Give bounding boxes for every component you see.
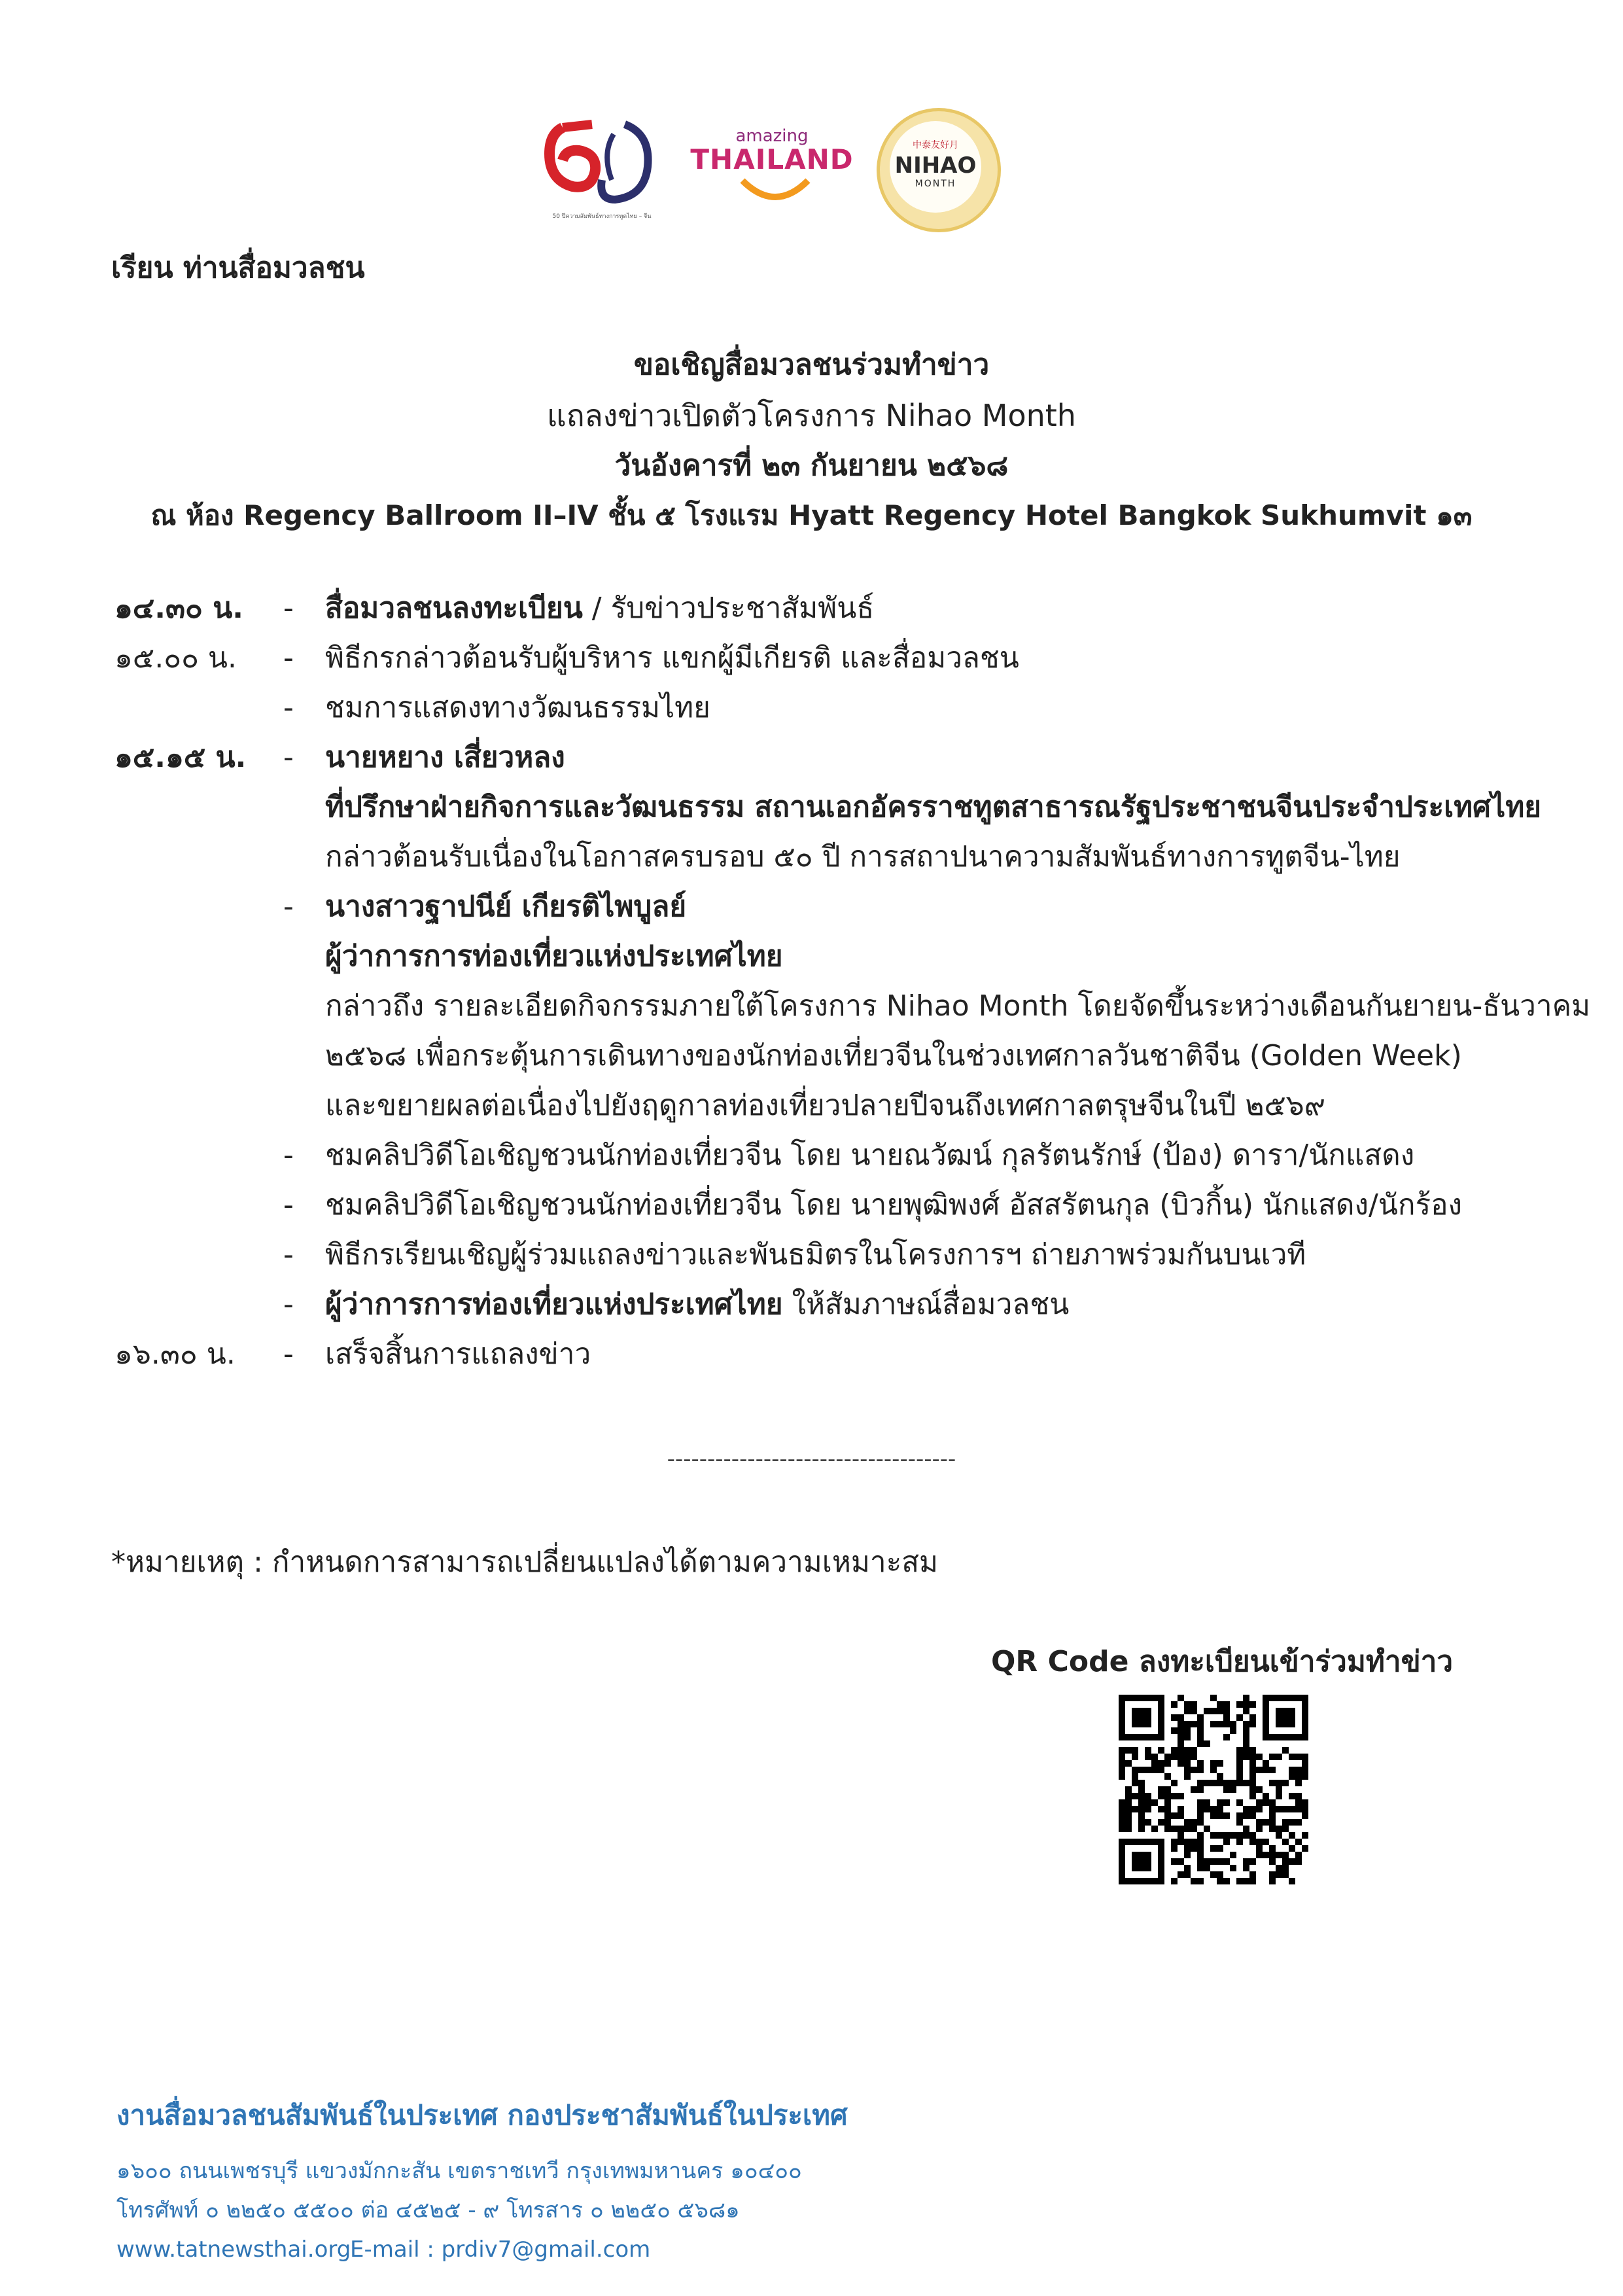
qr-code-icon[interactable] xyxy=(1119,1695,1308,1884)
registration-label: สื่อมวลชนลงทะเบียน xyxy=(325,592,583,625)
bullet-dash: - xyxy=(283,1288,294,1321)
bullet-dash: - xyxy=(283,890,294,923)
welcome-item: พิธีกรกล่าวต้อนรับผู้บริหาร แขกผู้มีเกียรติ และสื่อมวลชน xyxy=(325,641,1019,675)
amazing-text: amazing xyxy=(735,126,809,146)
photo-session-item: พิธีกรเรียนเชิญผู้ร่วมแถลงข่าวและพันธมิตรในโครงการฯ ถ่ายภาพร่วมกันบนเวที xyxy=(325,1238,1306,1271)
interview-rest: ให้สัมภาษณ์สื่อมวลชน xyxy=(782,1288,1070,1321)
footer-website-link[interactable]: www.tatnewsthai.org xyxy=(116,2236,351,2263)
speaker-2-desc-3: และขยายผลต่อเนื่องไปยังฤดูกาลท่องเที่ยวปลายปีจนถึงเทศกาลตรุษจีนในปี ๒๕๖๙ xyxy=(325,1089,1325,1122)
end-item: เสร็จสิ้นการแถลงข่าว xyxy=(325,1337,591,1371)
note: *หมายเหตุ : กำหนดการสามารถเปลี่ยนแปลงได้ตามความเหมาะสม xyxy=(111,1545,939,1579)
bullet-dash: - xyxy=(283,691,294,724)
speaker-1-desc: กล่าวต้อนรับเนื่องในโอกาสครบรอบ ๕๐ ปี การสถาปนาความสัมพันธ์ทางการทูตจีน-ไทย xyxy=(325,840,1401,874)
speaker-1-name: นายหยาง เสี่ยวหลง xyxy=(325,741,565,774)
registration-rest: / รับข่าวประชาสัมพันธ์ xyxy=(582,592,875,625)
nihao-logo-inner xyxy=(890,121,981,213)
speaker-2-title: ผู้ว่าการการท่องเที่ยวแห่งประเทศไทย xyxy=(325,940,783,973)
time-1430: ๑๔.๓๐ น. xyxy=(114,592,243,625)
interview-item xyxy=(325,1285,1069,1324)
speaker-2-desc-1: กล่าวถึง รายละเอียดกิจกรรมภายใต้โครงการ Nihao Month โดยจัดขึ้นระหว่างเดือนกันยายน-ธันวาคม xyxy=(325,989,1591,1023)
bullet-dash: - xyxy=(283,1238,294,1271)
video-clip-2-item: ชมคลิปวิดีโอเชิญชวนนักท่องเที่ยวจีน โดย นายพุฒิพงศ์ อัสสรัตนกุล (บิวกิ้น) นักแสดง/นักร้อง xyxy=(325,1188,1463,1222)
bullet-dash: - xyxy=(283,1188,294,1222)
nihao-text: NIHAO xyxy=(894,152,977,179)
footer-phone: โทรศัพท์ ๐ ๒๒๕๐ ๕๕๐๐ ต่อ ๔๕๒๕ - ๙ โทรสาร ๐ ๒๒๕๐ ๕๖๘๑ xyxy=(116,2197,740,2223)
month-text: MONTH xyxy=(915,179,956,189)
time-1515: ๑๕.๑๕ น. xyxy=(114,741,247,774)
registration-item xyxy=(325,589,874,628)
heading-line-3: วันอังคารที่ ๒๓ กันยายน ๒๕๖๘ xyxy=(614,449,1009,482)
heading-line-1: ขอเชิญสื่อมวลชนร่วมทำข่าว xyxy=(633,348,990,381)
bullet-dash: - xyxy=(283,641,294,675)
nihao-chinese-text: 中泰友好月 xyxy=(913,140,958,150)
bullet-dash: - xyxy=(283,741,294,774)
heading-line-4: ณ ห้อง Regency Ballroom II–IV ชั้น ๕ โรงแรม Hyatt Regency Hotel Bangkok Sukhumvit ๑๓ xyxy=(150,499,1473,531)
anniversary-50-logo xyxy=(536,108,667,222)
bullet-dash: - xyxy=(283,1337,294,1371)
qr-label: QR Code ลงทะเบียนเข้าร่วมทำข่าว xyxy=(991,1645,1454,1678)
thailand-text: THAILAND xyxy=(690,143,854,175)
anniversary-caption: 50 ปีความสัมพันธ์ทางการทูตไทย – จีน xyxy=(552,213,652,220)
time-1630: ๑๖.๓๐ น. xyxy=(114,1337,236,1371)
nihao-month-logo xyxy=(877,108,1001,232)
footer-address: ๑๖๐๐ ถนนเพชรบุรี แขวงมักกะสัน เขตราชเทวี กรุงเทพมหานคร ๑๐๔๐๐ xyxy=(116,2158,802,2184)
speaker-1-title: ที่ปรึกษาฝ่ายกิจการและวัฒนธรรม สถานเอกอัครราชทูตสาธารณรัฐประชาชนจีนประจำประเทศไทย xyxy=(325,790,1541,824)
logo-strip xyxy=(0,108,1623,226)
bullet-dash: - xyxy=(283,592,294,625)
salutation: เรียน ท่านสื่อมวลชน xyxy=(111,251,365,285)
cultural-show-item: ชมการแสดงทางวัฒนธรรมไทย xyxy=(325,691,710,724)
smile-swoosh-icon xyxy=(736,177,814,210)
amazing-thailand-logo xyxy=(690,126,854,211)
speaker-2-name: นางสาวฐาปนีย์ เกียรติไพบูลย์ xyxy=(325,890,687,923)
time-1500: ๑๕.๐๐ น. xyxy=(114,641,237,675)
heading-line-2: แถลงข่าวเปิดตัวโครงการ Nihao Month xyxy=(547,398,1076,433)
footer-email-link[interactable]: E-mail : prdiv7@gmail.com xyxy=(350,2236,651,2263)
bullet-dash: - xyxy=(283,1139,294,1172)
video-clip-1-item: ชมคลิปวิดีโอเชิญชวนนักท่องเที่ยวจีน โดย นายณวัฒน์ กุลรัตนรักษ์ (ป้อง) ดารา/นักแสดง xyxy=(325,1139,1415,1172)
speaker-2-desc-2: ๒๕๖๘ เพื่อกระตุ้นการเดินทางของนักท่องเที่ยวจีนในช่วงเทศกาลวันชาติจีน (Golden Week) xyxy=(325,1039,1462,1072)
interview-governor: ผู้ว่าการการท่องเที่ยวแห่งประเทศไทย xyxy=(325,1288,783,1321)
footer-title: งานสื่อมวลชนสัมพันธ์ในประเทศ กองประชาสัมพันธ์ในประเทศ xyxy=(116,2099,848,2131)
separator-line: ------------------------------------ xyxy=(667,1446,956,1472)
